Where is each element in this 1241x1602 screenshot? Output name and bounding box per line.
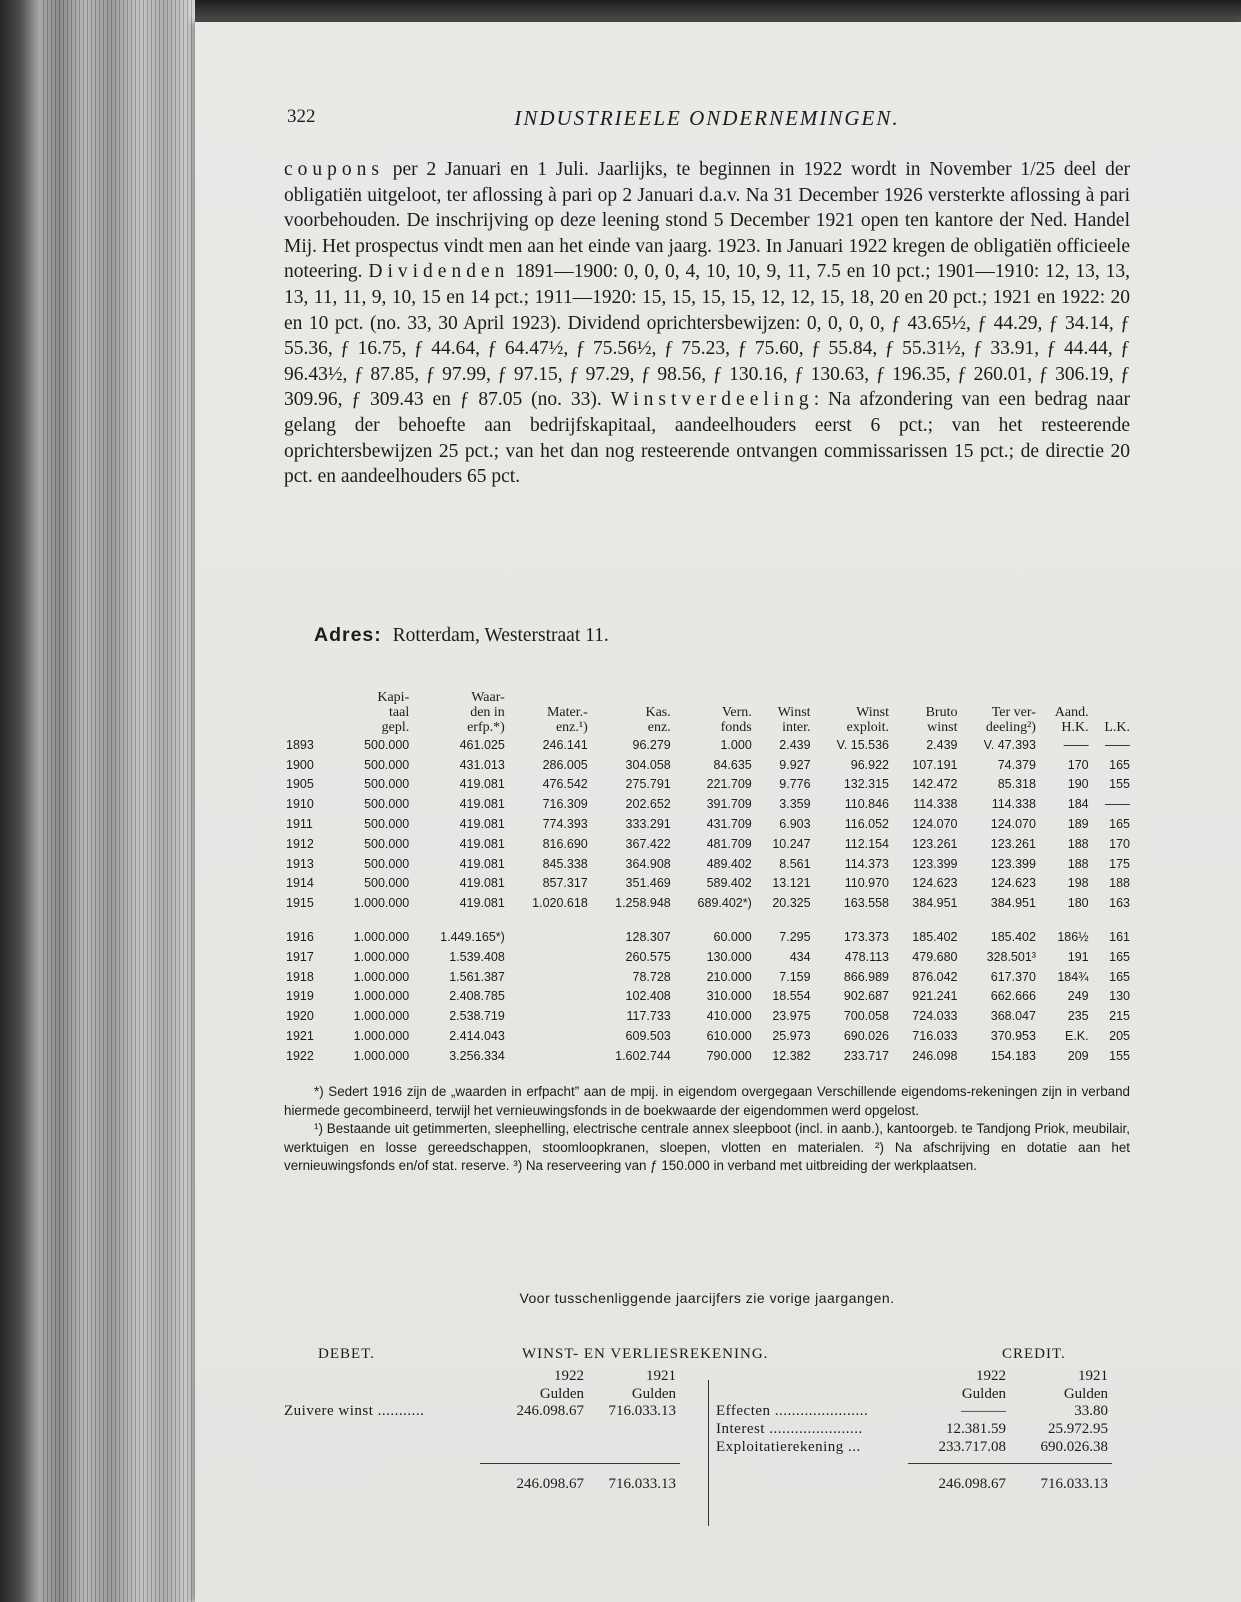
debit-total-b: 716.033.13 bbox=[608, 1476, 676, 1492]
row-year: 1913 bbox=[286, 856, 314, 871]
table-cell: 1.539.408 bbox=[449, 949, 505, 964]
debit-currency-a: Gulden bbox=[539, 1386, 584, 1402]
table-cell: 610.000 bbox=[706, 1029, 752, 1044]
table-cell: 816.690 bbox=[542, 836, 588, 851]
column-header-hk: Aand. H.K. bbox=[1054, 705, 1089, 735]
table-cell bbox=[507, 987, 590, 1007]
table-cell: 1.000.000 bbox=[353, 930, 410, 945]
table-header-row bbox=[284, 690, 1132, 735]
table-cell: 2.538.719 bbox=[449, 1009, 505, 1024]
table-cell bbox=[507, 1026, 590, 1046]
table-cell: 275.791 bbox=[625, 777, 671, 792]
table-cell: 3.256.334 bbox=[449, 1048, 505, 1063]
debit-year-b: 1921 bbox=[646, 1368, 676, 1384]
table-cell: 419.081 bbox=[459, 797, 505, 812]
table-cell: V. 15.536 bbox=[836, 737, 890, 752]
table-cell: 1.000.000 bbox=[353, 1048, 410, 1063]
table-cell: 215 bbox=[1109, 1009, 1130, 1024]
table-cell: 461.025 bbox=[459, 737, 505, 752]
table-cell: 434 bbox=[789, 949, 811, 964]
table-cell: 85.318 bbox=[997, 777, 1036, 792]
table-cell: 130 bbox=[1109, 989, 1130, 1004]
table-cell: 2.414.043 bbox=[449, 1029, 505, 1044]
table-cell: 165 bbox=[1109, 969, 1130, 984]
ledger-title: WINST- EN VERLIESREKENING. bbox=[522, 1346, 769, 1362]
table-cell: 165 bbox=[1109, 757, 1130, 772]
table-cell: 191 bbox=[1067, 949, 1089, 964]
table-cell: 500.000 bbox=[364, 757, 410, 772]
table-cell: 286.005 bbox=[542, 757, 588, 772]
table-row bbox=[284, 1046, 1132, 1066]
table-cell: 902.687 bbox=[843, 989, 890, 1004]
table-cell: E.K. bbox=[1064, 1029, 1089, 1044]
table-cell: 60.000 bbox=[713, 930, 752, 945]
table-cell: 123.399 bbox=[990, 856, 1036, 871]
debit-total-rule bbox=[480, 1463, 680, 1464]
table-cell: 163.558 bbox=[843, 896, 890, 911]
table-cell: 6.903 bbox=[779, 817, 811, 832]
credit-label-interest: Interest ...................... bbox=[716, 1421, 863, 1437]
table-cell: 500.000 bbox=[364, 817, 410, 832]
table-cell: 328.501³ bbox=[986, 949, 1036, 964]
credit-title: CREDIT. bbox=[1002, 1346, 1066, 1362]
ledger-divider bbox=[708, 1380, 709, 1526]
table-cell: 142.472 bbox=[912, 777, 958, 792]
footnote-numbered: ¹) Bestaande uit getimmerten, sleephelling, electrische centrale annex sleepboot (incl. in aanb.), kantoorgeb. te Tandjong Priok, meubilair, werktuigen en losse gereedschappen, stoomloopkranen, sloepen, vlotten en materialen. ²) Na afschrijving en dotatie aan het vernieuwingsfonds en/of stat. reserve. ³) Na reserveering van ƒ 150.000 in verband met uitbreiding der werkplaatsen. bbox=[284, 1121, 1130, 1173]
table-cell: 2.439 bbox=[926, 737, 958, 752]
table-cell: —— bbox=[1105, 797, 1130, 812]
footnotes bbox=[284, 1083, 1130, 1176]
table-cell: 114.373 bbox=[844, 856, 890, 871]
table-spacer-cell bbox=[284, 913, 1132, 927]
credit-year-b: 1921 bbox=[1078, 1368, 1108, 1384]
table-cell: 13.121 bbox=[772, 876, 811, 891]
page-number: 322 bbox=[287, 106, 316, 127]
table-cell: 114.338 bbox=[913, 797, 958, 812]
table-cell: 790.000 bbox=[706, 1048, 752, 1063]
table-body bbox=[284, 735, 1132, 1066]
table-cell: 185.402 bbox=[912, 930, 958, 945]
credit-effecten-a: ——— bbox=[961, 1403, 1006, 1419]
table-cell bbox=[507, 947, 590, 967]
row-year: 1905 bbox=[286, 777, 314, 792]
column-header-lk: L.K. bbox=[1104, 720, 1130, 735]
emphasis-word: Dividenden bbox=[368, 261, 510, 283]
row-year: 1912 bbox=[286, 836, 314, 851]
table-cell: 117.733 bbox=[626, 1009, 671, 1024]
table-cell: 233.717 bbox=[843, 1048, 890, 1063]
credit-label-effecten: Effecten ...................... bbox=[716, 1403, 869, 1419]
table-row bbox=[284, 947, 1132, 967]
table-cell: 589.402 bbox=[706, 876, 752, 891]
body-paragraph-text bbox=[284, 157, 1130, 490]
table-cell: 210.000 bbox=[706, 969, 752, 984]
table-cell: 173.373 bbox=[843, 930, 890, 945]
column-header-bruto: Bruto winst bbox=[925, 705, 958, 735]
row-year: 1921 bbox=[286, 1029, 314, 1044]
row-year: 1893 bbox=[286, 737, 314, 752]
table-cell: 184¾ bbox=[1057, 969, 1089, 984]
table-cell: 124.623 bbox=[912, 876, 958, 891]
table-cell: 431.709 bbox=[706, 817, 752, 832]
table-cell: 1.000.000 bbox=[353, 969, 410, 984]
debit-total-a: 246.098.67 bbox=[516, 1476, 584, 1492]
table-cell: 116.052 bbox=[844, 817, 890, 832]
address-line bbox=[314, 624, 609, 647]
table-cell: 202.652 bbox=[625, 797, 671, 812]
profit-loss-account bbox=[284, 1346, 1132, 1546]
table-row bbox=[284, 755, 1132, 775]
table-cell: 921.241 bbox=[912, 989, 958, 1004]
address-label: Adres: bbox=[314, 624, 382, 646]
body-text-segment: : Na afzondering van een bedrag naar gelang der behoefte aan bedrijfskapitaal, aandeelhouders eerst 6 pct.; van het resteerende oprichtersbewijzen 25 pct.; van het dan nog resteerende ontvangen commissarissen 15 pct.; de directie 20 pct. en aandeelhouders 65 pct. bbox=[284, 389, 1130, 488]
row-year: 1922 bbox=[286, 1048, 314, 1063]
table-cell: 20.325 bbox=[772, 896, 811, 911]
table-row bbox=[284, 834, 1132, 854]
table-cell: 489.402 bbox=[706, 856, 752, 871]
table-cell: 419.081 bbox=[459, 896, 505, 911]
table-cell: 500.000 bbox=[364, 797, 410, 812]
table-cell: 123.261 bbox=[990, 836, 1036, 851]
table-cell: 170 bbox=[1067, 757, 1089, 772]
emphasis-word: coupons bbox=[284, 159, 384, 180]
table-row bbox=[284, 1006, 1132, 1026]
table-cell: 1.000.000 bbox=[353, 949, 410, 964]
table-cell: 221.709 bbox=[706, 777, 752, 792]
column-header-materieel: Mater.- enz.¹) bbox=[546, 705, 588, 735]
table-cell: 384.951 bbox=[990, 896, 1036, 911]
table-cell: 165 bbox=[1109, 817, 1130, 832]
table-cell: 96.279 bbox=[632, 737, 671, 752]
page-header bbox=[287, 102, 1127, 138]
table-cell: 7.159 bbox=[779, 969, 811, 984]
table-cell: 2.439 bbox=[779, 737, 811, 752]
table-cell: 189 bbox=[1067, 817, 1089, 832]
body-paragraph bbox=[284, 157, 1130, 490]
table-cell: 700.058 bbox=[843, 1009, 890, 1024]
reference-note: Voor tusschenliggende jaarcijfers zie vorige jaargangen. bbox=[519, 1290, 895, 1306]
table-row bbox=[284, 735, 1132, 755]
table-cell: 1.000 bbox=[720, 737, 752, 752]
credit-label-exploitatie: Exploitatierekening ... bbox=[716, 1439, 861, 1455]
table-cell: 1.000.000 bbox=[353, 1009, 410, 1024]
table-cell: 609.503 bbox=[625, 1029, 671, 1044]
table-spacer-row bbox=[284, 913, 1132, 927]
financial-table bbox=[284, 690, 1132, 1066]
table-cell: 188 bbox=[1109, 876, 1130, 891]
table-cell: 384.951 bbox=[912, 896, 958, 911]
table-cell: 12.382 bbox=[772, 1048, 811, 1063]
credit-interest-b: 25.972.95 bbox=[1048, 1421, 1108, 1437]
table-cell: 419.081 bbox=[459, 836, 505, 851]
row-year: 1919 bbox=[286, 989, 314, 1004]
row-year: 1916 bbox=[286, 930, 314, 945]
column-header-winst_exploit: Winst exploit. bbox=[846, 705, 890, 735]
table-cell: 419.081 bbox=[459, 856, 505, 871]
table-cell: 1.258.948 bbox=[615, 896, 671, 911]
table-row bbox=[284, 1026, 1132, 1046]
table-cell: 333.291 bbox=[625, 817, 671, 832]
table-row bbox=[284, 967, 1132, 987]
row-year: 1920 bbox=[286, 1009, 314, 1024]
table-cell: 184 bbox=[1067, 797, 1089, 812]
credit-interest-a: 12.381.59 bbox=[946, 1421, 1006, 1437]
table-cell: 185.402 bbox=[990, 930, 1036, 945]
table-cell: 123.399 bbox=[912, 856, 958, 871]
table-row bbox=[284, 794, 1132, 814]
table-cell: 500.000 bbox=[364, 737, 410, 752]
debit-value-b: 716.033.13 bbox=[608, 1403, 676, 1419]
table-cell: 18.554 bbox=[772, 989, 811, 1004]
table-cell bbox=[507, 967, 590, 987]
table-cell: 112.154 bbox=[844, 836, 890, 851]
table-row bbox=[284, 874, 1132, 894]
table-cell: 1.000.000 bbox=[353, 989, 410, 1004]
table-cell: 716.033 bbox=[912, 1029, 958, 1044]
table-cell: 190 bbox=[1067, 777, 1089, 792]
table-cell: 155 bbox=[1109, 1048, 1130, 1063]
row-year: 1917 bbox=[286, 949, 314, 964]
row-year: 1900 bbox=[286, 757, 314, 772]
body-text-segment: 1891—1900: 0, 0, 0, 4, 10, 10, 9, 11, 7.5 en 10 pct.; 1901—1910: 12, 13, 13, 13, 11, 11, 9, 10, 15 en 14 pct.; 1911—1920: 15, 15, 15, 15, 12, 12, 15, 18, 20 en 20 pct.; 1921 en 1922: 20 en 10 pct. (no. 33, 30 April 1923). Dividend oprichtersbewijzen: 0, 0, 0, 0, ƒ 43.65½, ƒ 44.29, ƒ 34.14, ƒ 55.36, ƒ 16.75, ƒ 44.64, ƒ 64.47½, ƒ 75.56½, ƒ 75.23, ƒ 75.60, ƒ 55.84, ƒ 55.31½, ƒ 33.91, ƒ 44.44, ƒ 96.43½, ƒ 87.85, ƒ 97.99, ƒ 97.15, ƒ 97.29, ƒ 98.56, ƒ 130.16, ƒ 130.63, ƒ 196.35, ƒ 260.01, ƒ 306.19, ƒ 309.96, ƒ 309.43 en ƒ 87.05 (no. 33). bbox=[284, 261, 1130, 411]
table-cell: 500.000 bbox=[364, 836, 410, 851]
table-cell: 8.561 bbox=[779, 856, 811, 871]
body-text-segment: per 2 Januari en 1 Juli. Jaarlijks, te beginnen in 1922 wordt in November 1/25 deel der obligatiën uitgeloot, ter aflossing à pari op 2 Januari d.a.v. Na 31 December 1926 versterkte aflossing à pari voorbehouden. De inschrijving op deze leening stond 5 December 1921 open ten kantore der Ned. Handel Mij. Het prospectus vindt men aan het einde van jaarg. 1923. In Januari 1922 kregen de obligatiën officieele noteering. bbox=[284, 159, 1130, 283]
table-cell: 128.307 bbox=[625, 930, 671, 945]
table-cell: 260.575 bbox=[625, 949, 671, 964]
column-header-kas: Kas. enz. bbox=[645, 705, 671, 735]
table-cell: 479.680 bbox=[912, 949, 958, 964]
table-cell: 170 bbox=[1109, 836, 1130, 851]
table-cell: 209 bbox=[1067, 1048, 1089, 1063]
table-cell bbox=[507, 1006, 590, 1026]
table-cell: —— bbox=[1105, 737, 1130, 752]
column-header-verdeeling: Ter ver- deeling²) bbox=[985, 705, 1036, 735]
table-cell: 198 bbox=[1067, 876, 1089, 891]
column-header-year bbox=[284, 690, 328, 735]
table-cell: 78.728 bbox=[632, 969, 671, 984]
table-cell: 1.000.000 bbox=[353, 1029, 410, 1044]
table-cell: 724.033 bbox=[912, 1009, 958, 1024]
table-cell: 246.141 bbox=[542, 737, 588, 752]
debit-currency-b: Gulden bbox=[631, 1386, 676, 1402]
table-row bbox=[284, 893, 1132, 913]
table-cell: 391.709 bbox=[706, 797, 752, 812]
table-cell: 419.081 bbox=[459, 817, 505, 832]
page-edges bbox=[40, 0, 195, 1602]
table-cell: 1.449.165*) bbox=[440, 930, 505, 945]
table-cell: 114.338 bbox=[991, 797, 1036, 812]
table-cell: 845.338 bbox=[542, 856, 588, 871]
table-cell: —— bbox=[1063, 737, 1089, 752]
table-cell: 1.020.618 bbox=[532, 896, 588, 911]
table-cell: 304.058 bbox=[625, 757, 671, 772]
column-header-waarden: Waar- den in erfp.*) bbox=[467, 690, 505, 735]
table-cell: 3.359 bbox=[779, 797, 811, 812]
row-year: 1915 bbox=[286, 896, 314, 911]
table-cell: 500.000 bbox=[364, 856, 410, 871]
table-cell: 25.973 bbox=[772, 1029, 811, 1044]
column-header-winst_inter: Winst inter. bbox=[777, 705, 811, 735]
table-cell: 716.309 bbox=[542, 797, 588, 812]
table-cell: 774.393 bbox=[542, 817, 588, 832]
table-row bbox=[284, 987, 1132, 1007]
table-cell: 96.922 bbox=[850, 757, 890, 772]
table-cell: 351.469 bbox=[625, 876, 671, 891]
table-cell: 132.315 bbox=[843, 777, 890, 792]
table-cell: 188 bbox=[1067, 836, 1089, 851]
table-cell: 23.975 bbox=[772, 1009, 811, 1024]
table-cell: 866.989 bbox=[843, 969, 890, 984]
table-cell: 617.370 bbox=[990, 969, 1036, 984]
credit-year-a: 1922 bbox=[976, 1368, 1006, 1384]
table-cell: 10.247 bbox=[772, 836, 811, 851]
emphasis-word: Winstverdeeling bbox=[610, 389, 814, 411]
table-cell: 249 bbox=[1067, 989, 1089, 1004]
table-cell: 188 bbox=[1067, 856, 1089, 871]
table-cell: 74.379 bbox=[997, 757, 1036, 772]
table-cell: 431.013 bbox=[459, 757, 505, 772]
table-cell: 1.000.000 bbox=[353, 896, 410, 911]
table-cell: 235 bbox=[1067, 1009, 1089, 1024]
footnote-star: *) Sedert 1916 zijn de „waarden in erfpacht” aan de mpij. in eigendom overgegaan Verschillende eigendoms-rekeningen zijn in verband hiermede gecombineerd, terwijl het vernieuwingsfonds in de boekwaarde der eigendommen werd opgelost. bbox=[284, 1084, 1130, 1118]
debit-title: DEBET. bbox=[318, 1346, 375, 1362]
table-cell: 163 bbox=[1109, 896, 1130, 911]
table-cell: 124.070 bbox=[912, 817, 958, 832]
table-cell: 368.047 bbox=[990, 1009, 1036, 1024]
debit-value-a: 246.098.67 bbox=[516, 1403, 584, 1419]
table-cell: 2.408.785 bbox=[449, 989, 505, 1004]
row-year: 1914 bbox=[286, 876, 314, 891]
credit-total-a: 246.098.67 bbox=[938, 1476, 1006, 1492]
table-cell: 1.561.387 bbox=[449, 969, 505, 984]
table-cell: 154.183 bbox=[990, 1048, 1036, 1063]
table-cell: 876.042 bbox=[912, 969, 958, 984]
table-cell bbox=[507, 1046, 590, 1066]
table-cell: V. 47.393 bbox=[983, 737, 1036, 752]
table-cell bbox=[507, 927, 590, 947]
debit-label: Zuivere winst ........... bbox=[284, 1403, 425, 1419]
address-value: Rotterdam, Westerstraat 11. bbox=[392, 625, 609, 646]
column-header-kapitaal: Kapi- taal gepl. bbox=[377, 690, 410, 735]
row-year: 1911 bbox=[286, 817, 313, 832]
column-header-vernieuwing: Vern. fonds bbox=[720, 705, 752, 735]
table-cell: 1.602.744 bbox=[615, 1048, 671, 1063]
table-cell: 662.666 bbox=[990, 989, 1036, 1004]
table-cell: 155 bbox=[1109, 777, 1130, 792]
table-cell: 500.000 bbox=[364, 876, 410, 891]
table-cell: 186½ bbox=[1057, 930, 1089, 945]
table-cell: 107.191 bbox=[912, 757, 958, 772]
table-cell: 7.295 bbox=[779, 930, 811, 945]
row-year: 1910 bbox=[286, 797, 314, 812]
running-title: INDUSTRIEELE ONDERNEMINGEN. bbox=[514, 106, 900, 130]
table-cell: 310.000 bbox=[706, 989, 752, 1004]
table-cell: 9.927 bbox=[779, 757, 811, 772]
table-cell: 419.081 bbox=[459, 876, 505, 891]
credit-exploitatie-b: 690.026.38 bbox=[1040, 1439, 1108, 1455]
credit-effecten-b: 33.80 bbox=[1074, 1403, 1108, 1419]
table-cell: 481.709 bbox=[706, 836, 752, 851]
table-cell: 690.026 bbox=[843, 1029, 890, 1044]
table-cell: 857.317 bbox=[542, 876, 588, 891]
table-cell: 246.098 bbox=[912, 1048, 958, 1063]
table-cell: 130.000 bbox=[706, 949, 752, 964]
table-cell: 500.000 bbox=[364, 777, 410, 792]
credit-total-rule bbox=[908, 1463, 1112, 1464]
table-cell: 478.113 bbox=[844, 949, 890, 964]
table-cell: 161 bbox=[1109, 930, 1130, 945]
credit-currency-b: Gulden bbox=[1063, 1386, 1108, 1402]
table-cell: 124.623 bbox=[990, 876, 1036, 891]
table-cell: 364.908 bbox=[625, 856, 671, 871]
table-row bbox=[284, 775, 1132, 795]
table-cell: 419.081 bbox=[459, 777, 505, 792]
row-year: 1918 bbox=[286, 969, 314, 984]
table-cell: 367.422 bbox=[625, 836, 671, 851]
table-cell: 84.635 bbox=[713, 757, 752, 772]
table-cell: 476.542 bbox=[542, 777, 588, 792]
table-row bbox=[284, 854, 1132, 874]
table-cell: 165 bbox=[1109, 949, 1130, 964]
debit-year-a: 1922 bbox=[554, 1368, 584, 1384]
table-cell: 370.953 bbox=[990, 1029, 1036, 1044]
table-row bbox=[284, 814, 1132, 834]
table-cell: 205 bbox=[1109, 1029, 1130, 1044]
table-cell: 180 bbox=[1067, 896, 1089, 911]
credit-exploitatie-a: 233.717.08 bbox=[938, 1439, 1006, 1455]
table-row bbox=[284, 927, 1132, 947]
table-cell: 110.846 bbox=[844, 797, 890, 812]
table-cell: 9.776 bbox=[779, 777, 811, 792]
credit-total-b: 716.033.13 bbox=[1040, 1476, 1108, 1492]
table-cell: 110.970 bbox=[844, 876, 890, 891]
table-cell: 102.408 bbox=[625, 989, 671, 1004]
table-cell: 175 bbox=[1109, 856, 1130, 871]
table-cell: 689.402*) bbox=[697, 896, 752, 911]
table-cell: 123.261 bbox=[912, 836, 958, 851]
table-cell: 124.070 bbox=[990, 817, 1036, 832]
top-edge-shadow bbox=[195, 0, 1241, 24]
credit-currency-a: Gulden bbox=[961, 1386, 1006, 1402]
table-cell: 410.000 bbox=[706, 1009, 752, 1024]
